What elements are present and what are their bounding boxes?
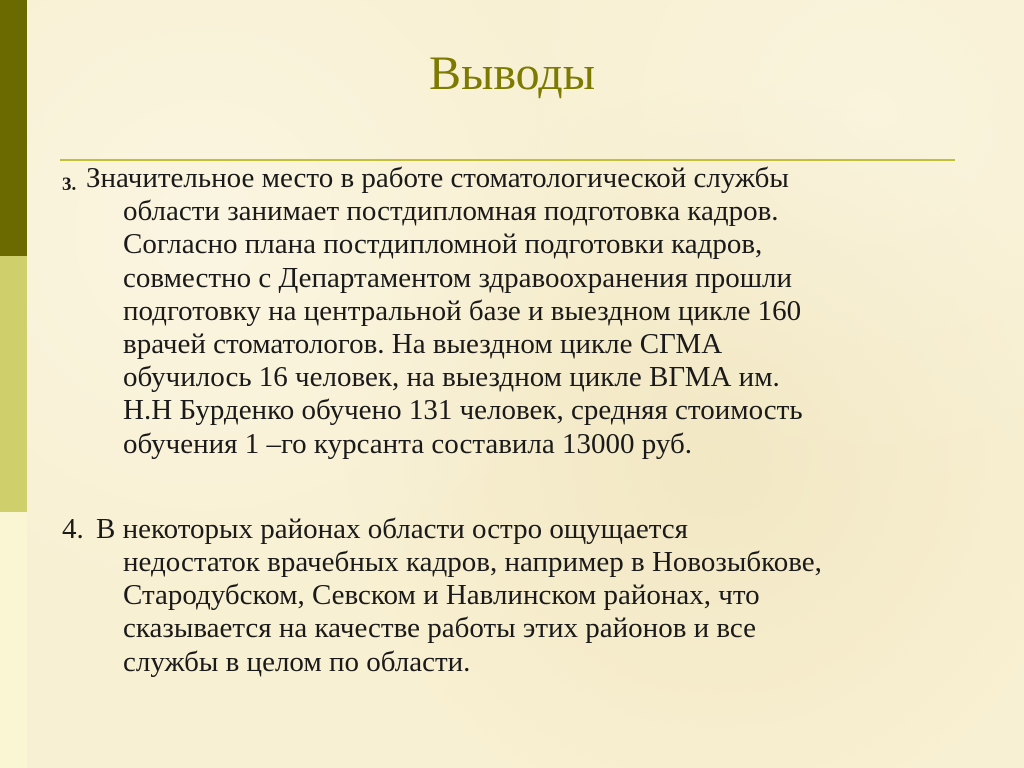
paragraph-line: совместно с Департаментом здравоохранения прошли xyxy=(123,261,793,294)
paragraph-line: подготовку на центральной базе и выездном цикле 160 xyxy=(123,294,802,327)
paragraph-line: области занимает постдипломная подготовка кадров. xyxy=(123,195,779,228)
item-marker: 4. xyxy=(62,512,84,545)
slide-title: Выводы xyxy=(429,47,595,100)
paragraph-line: В некоторых районах области остро ощущается xyxy=(96,512,688,545)
sidebar-accent xyxy=(0,0,27,768)
sidebar-segment-top xyxy=(0,0,27,256)
sidebar-segment-bottom xyxy=(0,512,27,768)
paragraph-line: сказывается на качестве работы этих районов и все xyxy=(123,612,757,645)
paragraph-line: обучения 1 –го курсанта составила 13000 руб. xyxy=(123,427,693,460)
paragraph-line: Н.Н Бурденко обучено 131 человек, средняя стоимость xyxy=(123,394,803,427)
conclusion-item-3 xyxy=(62,162,962,461)
paragraph-line: Стародубском, Севском и Навлинском районах, что xyxy=(123,579,760,612)
conclusion-item-4 xyxy=(62,513,962,679)
paragraph-line: Значительное место в работе стоматологической службы xyxy=(86,162,789,194)
title-divider xyxy=(60,159,955,161)
sidebar-segment-middle xyxy=(0,256,27,512)
paragraph-line: службы в целом по области. xyxy=(123,645,471,678)
item-marker: 3. xyxy=(62,174,77,195)
paragraph-line: врачей стоматологов. На выездном цикле СГМА xyxy=(123,328,723,361)
paragraph-line: обучилось 16 человек, на выездном цикле ВГМА им. xyxy=(123,361,780,394)
paragraph-spacer xyxy=(62,461,962,513)
paragraph-line: недостаток врачебных кадров, например в Новозыбкове, xyxy=(123,546,822,579)
paragraph-line: Согласно плана постдипломной подготовки кадров, xyxy=(123,228,763,261)
slide-body xyxy=(62,162,962,679)
